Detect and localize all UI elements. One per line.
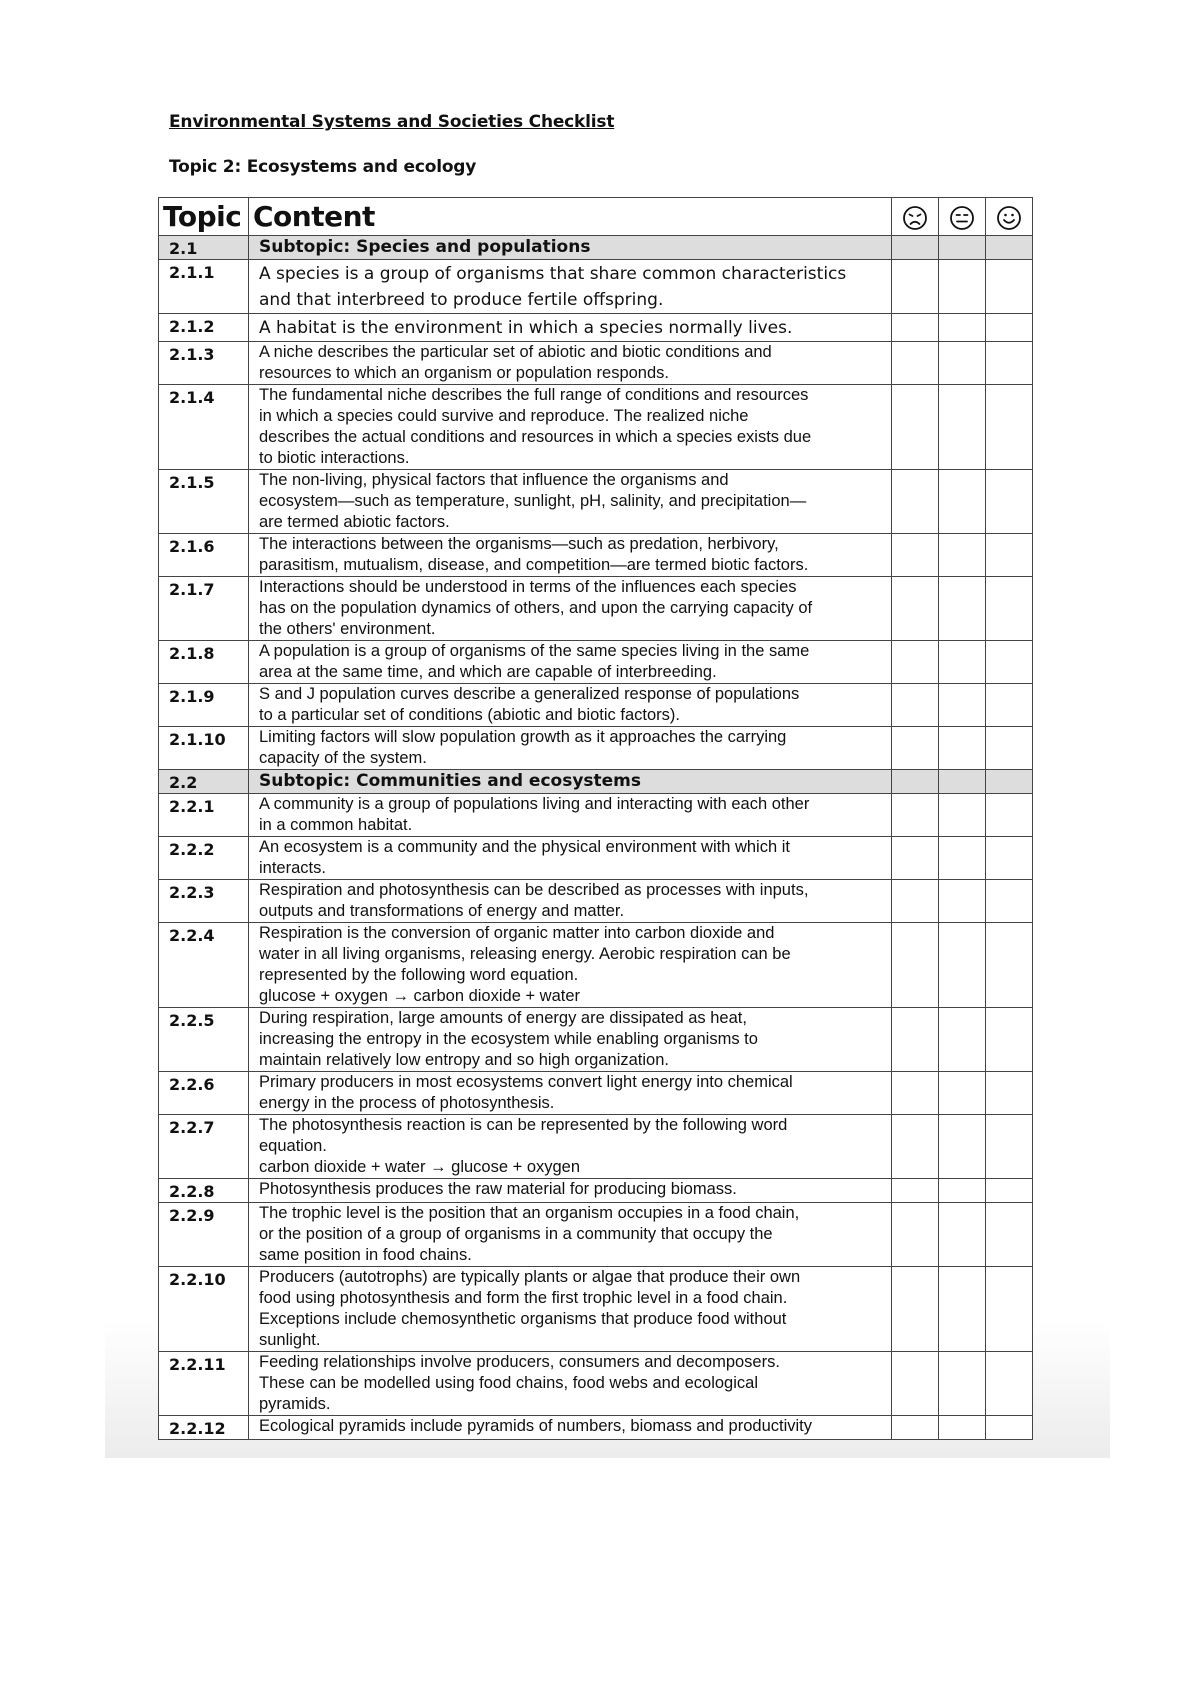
topic-number: 2.2: [159, 770, 249, 794]
topic-number: 2.1.8: [159, 641, 249, 684]
sad-rating-cell[interactable]: [892, 260, 939, 314]
table-row: [159, 385, 1033, 470]
content-line: Limiting factors will slow population growth as it approaches the carrying: [259, 728, 787, 746]
neutral-rating-cell[interactable]: [939, 342, 986, 385]
table-row: [159, 1008, 1033, 1072]
content-line: Interactions should be understood in terms of the influences each species: [259, 578, 797, 596]
sad-rating-cell[interactable]: [892, 1115, 939, 1179]
sad-rating-cell[interactable]: [892, 837, 939, 880]
neutral-rating-cell[interactable]: [939, 794, 986, 837]
table-row: [159, 534, 1033, 577]
sad-rating-cell[interactable]: [892, 923, 939, 1008]
neutral-rating-cell[interactable]: [939, 1072, 986, 1115]
content-line: The fundamental niche describes the full range of conditions and resources: [259, 386, 809, 404]
content-line: equation.: [259, 1137, 327, 1155]
table-row: [159, 880, 1033, 923]
sad-rating-cell[interactable]: [892, 1267, 939, 1352]
topic-number: 2.2.5: [159, 1008, 249, 1072]
topic-number: 2.2.12: [159, 1416, 249, 1440]
content-line: resources to which an organism or population responds.: [259, 364, 669, 382]
content-line: The non-living, physical factors that influence the organisms and: [259, 471, 729, 489]
content-line: and that interbreed to produce fertile offspring.: [259, 290, 664, 310]
content-line: These can be modelled using food chains, food webs and ecological: [259, 1374, 758, 1392]
content-line: to a particular set of conditions (abiotic and biotic factors).: [259, 706, 680, 724]
content-line: Producers (autotrophs) are typically plants or algae that produce their own: [259, 1268, 801, 1286]
table-row: [159, 684, 1033, 727]
neutral-rating-cell[interactable]: [939, 1203, 986, 1267]
happy-rating-cell[interactable]: [986, 314, 1033, 342]
happy-rating-cell[interactable]: [986, 923, 1033, 1008]
content-line: sunlight.: [259, 1331, 321, 1349]
table-row: [159, 342, 1033, 385]
neutral-rating-cell[interactable]: [939, 1416, 986, 1440]
content-line: ecosystem—such as temperature, sunlight, pH, salinity, and precipitation—: [259, 492, 807, 510]
happy-rating-cell[interactable]: [986, 385, 1033, 470]
neutral-rating-cell[interactable]: [939, 236, 986, 260]
content-cell: [249, 770, 892, 794]
sad-rating-cell[interactable]: [892, 314, 939, 342]
neutral-rating-cell[interactable]: [939, 641, 986, 684]
content-line: in a common habitat.: [259, 816, 413, 834]
content-line: Ecological pyramids include pyramids of numbers, biomass and productivity: [259, 1417, 812, 1435]
happy-rating-cell[interactable]: [986, 1179, 1033, 1203]
table-row: [159, 923, 1033, 1008]
sad-rating-cell[interactable]: [892, 794, 939, 837]
neutral-rating-cell[interactable]: [939, 314, 986, 342]
content-line: A community is a group of populations living and interacting with each other: [259, 795, 810, 813]
neutral-rating-cell[interactable]: [939, 837, 986, 880]
content-cell: [249, 1352, 892, 1416]
content-cell: [249, 314, 892, 342]
table-row: [159, 1352, 1033, 1416]
neutral-rating-cell[interactable]: [939, 534, 986, 577]
content-line: parasitism, mutualism, disease, and competition—are termed biotic factors.: [259, 556, 809, 574]
sad-rating-cell[interactable]: [892, 577, 939, 641]
sad-rating-cell[interactable]: [892, 1416, 939, 1440]
happy-rating-cell[interactable]: [986, 1416, 1033, 1440]
table-row: [159, 837, 1033, 880]
neutral-rating-cell[interactable]: [939, 770, 986, 794]
neutral-rating-cell[interactable]: [939, 470, 986, 534]
happy-rating-cell[interactable]: [986, 342, 1033, 385]
topic-header: Topic: [159, 198, 249, 236]
happy-rating-cell[interactable]: [986, 577, 1033, 641]
content-header: Content: [249, 198, 892, 236]
neutral-rating-cell[interactable]: [939, 260, 986, 314]
neutral-rating-cell[interactable]: [939, 923, 986, 1008]
happy-rating-cell[interactable]: [986, 1352, 1033, 1416]
content-line: the others' environment.: [259, 620, 436, 638]
topic-number: 2.2.7: [159, 1115, 249, 1179]
happy-rating-cell[interactable]: [986, 727, 1033, 770]
sad-rating-cell[interactable]: [892, 534, 939, 577]
table-row: [159, 794, 1033, 837]
sad-rating-cell[interactable]: [892, 470, 939, 534]
table-row: [159, 1072, 1033, 1115]
sad-rating-cell[interactable]: [892, 1008, 939, 1072]
happy-rating-cell[interactable]: [986, 1203, 1033, 1267]
document-subtitle: Topic 2: Ecosystems and ecology: [169, 157, 477, 177]
happy-rating-cell[interactable]: [986, 794, 1033, 837]
content-cell: [249, 837, 892, 880]
topic-number: 2.1.1: [159, 260, 249, 314]
topic-number: 2.1.2: [159, 314, 249, 342]
subtopic-row: [159, 236, 1033, 260]
neutral-rating-cell[interactable]: [939, 1267, 986, 1352]
document-title: Environmental Systems and Societies Checklist: [169, 112, 615, 132]
content-line: water in all living organisms, releasing energy. Aerobic respiration can be: [259, 945, 791, 963]
content-line: Photosynthesis produces the raw material for producing biomass.: [259, 1180, 737, 1198]
happy-rating-cell[interactable]: [986, 470, 1033, 534]
neutral-rating-cell[interactable]: [939, 1008, 986, 1072]
table-row: [159, 641, 1033, 684]
content-cell: [249, 342, 892, 385]
table-row: [159, 260, 1033, 314]
content-line: has on the population dynamics of others, and upon the carrying capacity of: [259, 599, 813, 617]
happy-rating-cell[interactable]: [986, 1267, 1033, 1352]
happy-rating-cell[interactable]: [986, 837, 1033, 880]
topic-number: 2.1.10: [159, 727, 249, 770]
topic-number: 2.2.11: [159, 1352, 249, 1416]
checklist-rows: [159, 236, 1033, 1440]
happy-rating-cell[interactable]: [986, 770, 1033, 794]
happy-rating-cell[interactable]: [986, 641, 1033, 684]
content-line: food using photosynthesis and form the first trophic level in a food chain.: [259, 1289, 788, 1307]
table-row: [159, 314, 1033, 342]
happy-rating-cell[interactable]: [986, 534, 1033, 577]
sad-rating-cell[interactable]: [892, 236, 939, 260]
happy-rating-cell[interactable]: [986, 880, 1033, 923]
sad-rating-cell[interactable]: [892, 1072, 939, 1115]
content-line: Respiration is the conversion of organic matter into carbon dioxide and: [259, 924, 775, 942]
content-line: capacity of the system.: [259, 749, 427, 767]
content-cell: [249, 260, 892, 314]
sad-rating-cell[interactable]: [892, 770, 939, 794]
happy-rating-cell[interactable]: [986, 1115, 1033, 1179]
content-cell: [249, 1416, 892, 1440]
happy-rating-cell[interactable]: [986, 1072, 1033, 1115]
content-line: area at the same time, and which are capable of interbreeding.: [259, 663, 717, 681]
content-line: A niche describes the particular set of abiotic and biotic conditions and: [259, 343, 772, 361]
table-row: [159, 470, 1033, 534]
content-cell: [249, 794, 892, 837]
content-line: The trophic level is the position that an organism occupies in a food chain,: [259, 1204, 800, 1222]
content-line: outputs and transformations of energy and matter.: [259, 902, 625, 920]
content-line: Exceptions include chemosynthetic organisms that produce food without: [259, 1310, 787, 1328]
topic-number: 2.1.6: [159, 534, 249, 577]
neutral-rating-cell[interactable]: [939, 1179, 986, 1203]
topic-number: 2.2.2: [159, 837, 249, 880]
table-header-row: [159, 198, 1033, 236]
content-line: interacts.: [259, 859, 326, 877]
neutral-face-header: [939, 198, 986, 236]
sad-rating-cell[interactable]: [892, 1179, 939, 1203]
content-cell: [249, 534, 892, 577]
table-row: [159, 1179, 1033, 1203]
content-line: maintain relatively low entropy and so high organization.: [259, 1051, 669, 1069]
happy-rating-cell[interactable]: [986, 236, 1033, 260]
topic-number: 2.1.9: [159, 684, 249, 727]
neutral-rating-cell[interactable]: [939, 1115, 986, 1179]
sad-rating-cell[interactable]: [892, 385, 939, 470]
content-line: S and J population curves describe a generalized response of populations: [259, 685, 800, 703]
table-row: [159, 1416, 1033, 1440]
content-line: A population is a group of organisms of the same species living in the same: [259, 642, 810, 660]
topic-number: 2.2.4: [159, 923, 249, 1008]
content-line: are termed abiotic factors.: [259, 513, 450, 531]
content-line: energy in the process of photosynthesis.: [259, 1094, 555, 1112]
content-cell: [249, 1115, 892, 1179]
sad-rating-cell[interactable]: [892, 1203, 939, 1267]
content-line: A species is a group of organisms that share common characteristics: [259, 264, 847, 284]
checklist-table: [158, 197, 1033, 1440]
topic-number: 2.1.4: [159, 385, 249, 470]
sad-rating-cell[interactable]: [892, 880, 939, 923]
content-cell: [249, 641, 892, 684]
happy-rating-cell[interactable]: [986, 1008, 1033, 1072]
neutral-face-icon: [949, 205, 975, 231]
content-cell: [249, 1179, 892, 1203]
content-cell: [249, 1267, 892, 1352]
sad-face-icon: [902, 205, 928, 231]
neutral-rating-cell[interactable]: [939, 727, 986, 770]
content-cell: [249, 577, 892, 641]
sad-rating-cell[interactable]: [892, 342, 939, 385]
neutral-rating-cell[interactable]: [939, 385, 986, 470]
topic-number: 2.2.8: [159, 1179, 249, 1203]
content-line: carbon dioxide + water → glucose + oxygen: [259, 1158, 581, 1176]
topic-number: 2.2.10: [159, 1267, 249, 1352]
happy-rating-cell[interactable]: [986, 684, 1033, 727]
topic-number: 2.1: [159, 236, 249, 260]
content-line: During respiration, large amounts of energy are dissipated as heat,: [259, 1009, 747, 1027]
content-cell: [249, 470, 892, 534]
content-line: represented by the following word equation.: [259, 966, 579, 984]
neutral-rating-cell[interactable]: [939, 1352, 986, 1416]
content-line: The photosynthesis reaction is can be represented by the following word: [259, 1116, 788, 1134]
neutral-rating-cell[interactable]: [939, 880, 986, 923]
content-line: increasing the entropy in the ecosystem while enabling organisms to: [259, 1030, 758, 1048]
content-line: Feeding relationships involve producers, consumers and decomposers.: [259, 1353, 780, 1371]
table-row: [159, 727, 1033, 770]
content-line: Respiration and photosynthesis can be described as processes with inputs,: [259, 881, 809, 899]
topic-number: 2.1.3: [159, 342, 249, 385]
content-cell: [249, 1072, 892, 1115]
content-cell: [249, 385, 892, 470]
subtopic-row: [159, 770, 1033, 794]
sad-rating-cell[interactable]: [892, 641, 939, 684]
content-line: or the position of a group of organisms in a community that occupy the: [259, 1225, 773, 1243]
content-line: Subtopic: Species and populations: [259, 237, 591, 257]
content-line: describes the actual conditions and resources in which a species exists due: [259, 428, 812, 446]
content-cell: [249, 236, 892, 260]
content-line: glucose + oxygen → carbon dioxide + water: [259, 987, 581, 1005]
happy-face-header: [986, 198, 1033, 236]
content-cell: [249, 727, 892, 770]
topic-number: 2.2.1: [159, 794, 249, 837]
table-row: [159, 1115, 1033, 1179]
content-line: A habitat is the environment in which a species normally lives.: [259, 318, 793, 338]
content-line: to biotic interactions.: [259, 449, 410, 467]
content-cell: [249, 1008, 892, 1072]
sad-rating-cell[interactable]: [892, 1352, 939, 1416]
content-line: An ecosystem is a community and the physical environment with which it: [259, 838, 790, 856]
topic-number: 2.1.5: [159, 470, 249, 534]
topic-number: 2.2.6: [159, 1072, 249, 1115]
sad-face-header: [892, 198, 939, 236]
content-cell: [249, 1203, 892, 1267]
topic-number: 2.2.3: [159, 880, 249, 923]
content-line: same position in food chains.: [259, 1246, 472, 1264]
content-cell: [249, 684, 892, 727]
table-row: [159, 577, 1033, 641]
happy-rating-cell[interactable]: [986, 260, 1033, 314]
neutral-rating-cell[interactable]: [939, 684, 986, 727]
content-cell: [249, 880, 892, 923]
table-row: [159, 1203, 1033, 1267]
table-row: [159, 1267, 1033, 1352]
content-line: in which a species could survive and reproduce. The realized niche: [259, 407, 749, 425]
content-cell: [249, 923, 892, 1008]
sad-rating-cell[interactable]: [892, 727, 939, 770]
content-line: Subtopic: Communities and ecosystems: [259, 771, 642, 791]
content-line: Primary producers in most ecosystems convert light energy into chemical: [259, 1073, 793, 1091]
content-line: The interactions between the organisms—such as predation, herbivory,: [259, 535, 779, 553]
neutral-rating-cell[interactable]: [939, 577, 986, 641]
topic-number: 2.2.9: [159, 1203, 249, 1267]
content-line: pyramids.: [259, 1395, 331, 1413]
happy-face-icon: [996, 205, 1022, 231]
sad-rating-cell[interactable]: [892, 684, 939, 727]
topic-number: 2.1.7: [159, 577, 249, 641]
